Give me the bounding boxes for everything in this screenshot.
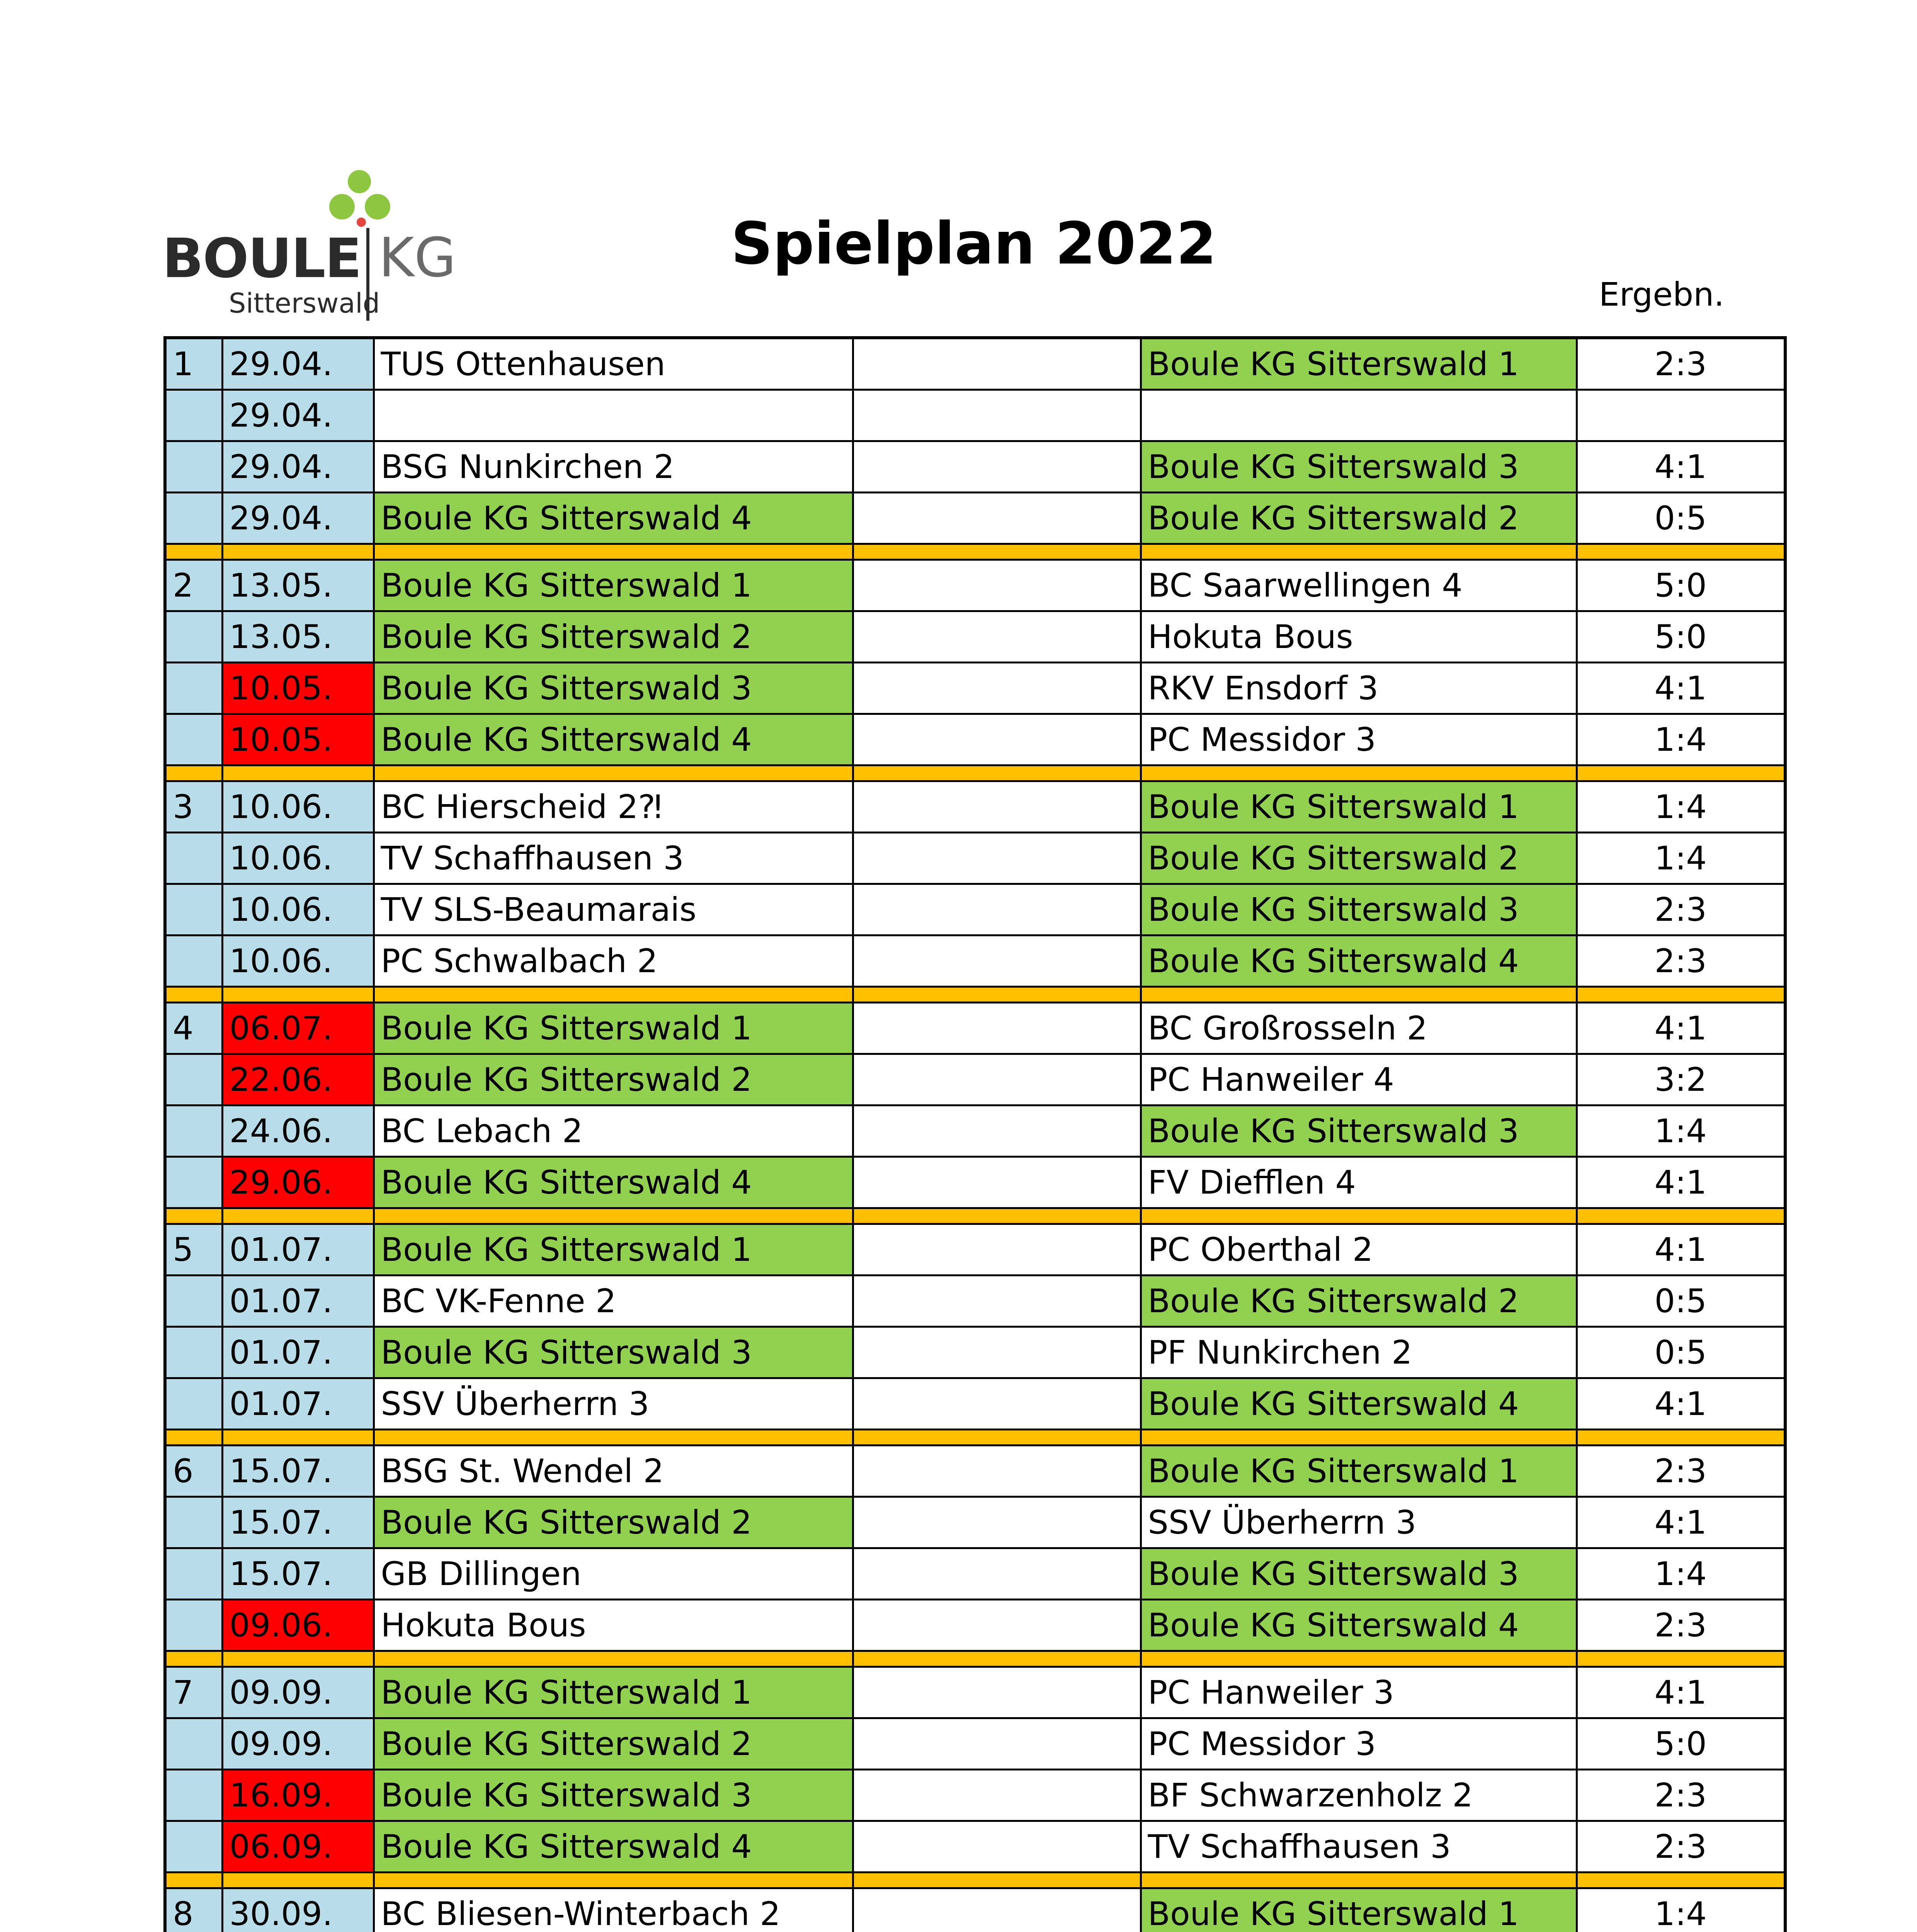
separator-cell [1141,1208,1577,1224]
venue-cell [853,1157,1141,1208]
date-cell: 13.05. [222,611,374,663]
match-row [165,390,1785,441]
separator-cell [374,1872,853,1888]
date-cell: 24.06. [222,1105,374,1157]
result-cell: 2:3 [1577,338,1785,390]
separator-cell [222,544,374,560]
venue-cell [853,1821,1141,1872]
date-cell: 06.07. [222,1003,374,1054]
home-team-cell: PC Schwalbach 2 [374,935,853,987]
home-team-cell: BC Hierscheid 2⁈ [374,781,853,833]
page-title: Spielplan 2022 [731,210,1217,277]
away-team-cell: FV Diefflen 4 [1141,1157,1577,1208]
home-team-cell: Boule KG Sitterswald 4 [374,493,853,544]
match-row [165,1497,1785,1548]
home-team-cell: TV SLS-Beaumarais [374,884,853,935]
result-cell: 4:1 [1577,1497,1785,1548]
separator-cell [222,987,374,1003]
date-cell: 10.06. [222,884,374,935]
round-number-cell [165,1548,222,1600]
round-number-cell [165,1497,222,1548]
separator-cell [853,1430,1141,1446]
result-cell: 1:4 [1577,1105,1785,1157]
match-row [165,1821,1785,1872]
venue-cell [853,1105,1141,1157]
result-cell: 0:5 [1577,1327,1785,1378]
venue-cell [853,884,1141,935]
venue-cell [853,560,1141,611]
away-team-cell: PF Nunkirchen 2 [1141,1327,1577,1378]
result-cell: 5:0 [1577,1718,1785,1770]
separator-cell [1577,765,1785,781]
separator-cell [165,1208,222,1224]
separator-cell [1577,1872,1785,1888]
separator-cell [1141,765,1577,781]
home-team-cell: Boule KG Sitterswald 4 [374,1157,853,1208]
venue-cell [853,338,1141,390]
match-row [165,884,1785,935]
separator-cell [853,544,1141,560]
away-team-cell: Boule KG Sitterswald 2 [1141,493,1577,544]
round-number-cell [165,884,222,935]
match-row [165,560,1785,611]
away-team-cell: PC Messidor 3 [1141,1718,1577,1770]
round-number-cell [165,1157,222,1208]
separator-cell [374,544,853,560]
date-cell: 09.09. [222,1667,374,1718]
round-separator [165,1872,1785,1888]
venue-cell [853,493,1141,544]
date-cell: 09.09. [222,1718,374,1770]
home-team-cell: Boule KG Sitterswald 4 [374,714,853,765]
away-team-cell: Boule KG Sitterswald 1 [1141,781,1577,833]
separator-cell [222,1651,374,1667]
result-cell: 4:1 [1577,663,1785,714]
round-separator [165,1651,1785,1667]
result-cell: 4:1 [1577,1003,1785,1054]
home-team-cell: Boule KG Sitterswald 2 [374,1718,853,1770]
date-cell: 09.06. [222,1600,374,1651]
home-team-cell: GB Dillingen [374,1548,853,1600]
home-team-cell: Boule KG Sitterswald 1 [374,560,853,611]
away-team-cell: PC Hanweiler 3 [1141,1667,1577,1718]
round-number-cell: 6 [165,1446,222,1497]
home-team-cell: TUS Ottenhausen [374,338,853,390]
venue-cell [853,1718,1141,1770]
home-team-cell: SSV Überherrn 3 [374,1378,853,1430]
venue-cell [853,1276,1141,1327]
result-cell: 0:5 [1577,1276,1785,1327]
result-cell: 2:3 [1577,1770,1785,1821]
venue-cell [853,1548,1141,1600]
round-number-cell [165,1276,222,1327]
home-team-cell: Boule KG Sitterswald 1 [374,1003,853,1054]
match-row [165,1718,1785,1770]
date-cell: 30.09. [222,1888,374,1932]
logo-dot-right [365,194,390,219]
result-cell: 4:1 [1577,441,1785,493]
match-row [165,935,1785,987]
away-team-cell: Boule KG Sitterswald 3 [1141,441,1577,493]
venue-cell [853,663,1141,714]
separator-cell [1141,1872,1577,1888]
logo-subtitle: Sitterswald [229,287,380,319]
separator-cell [374,1651,853,1667]
round-number-cell [165,714,222,765]
home-team-cell: Boule KG Sitterswald 3 [374,1327,853,1378]
venue-cell [853,1003,1141,1054]
match-row [165,338,1785,390]
separator-cell [222,765,374,781]
venue-cell [853,1770,1141,1821]
round-number-cell: 4 [165,1003,222,1054]
result-cell: 4:1 [1577,1157,1785,1208]
away-team-cell: Boule KG Sitterswald 2 [1141,1276,1577,1327]
logo-word: BOULE [162,227,361,290]
result-column-header: Ergebn. [1599,276,1725,313]
round-number-cell: 7 [165,1667,222,1718]
result-cell: 1:4 [1577,781,1785,833]
separator-cell [1141,987,1577,1003]
venue-cell [853,1888,1141,1932]
result-cell: 2:3 [1577,1446,1785,1497]
round-number-cell: 2 [165,560,222,611]
separator-cell [374,765,853,781]
away-team-cell: Boule KG Sitterswald 1 [1141,338,1577,390]
home-team-cell: Boule KG Sitterswald 1 [374,1667,853,1718]
separator-cell [165,1651,222,1667]
home-team-cell: BSG Nunkirchen 2 [374,441,853,493]
round-number-cell [165,833,222,884]
venue-cell [853,1224,1141,1276]
round-separator [165,987,1785,1003]
date-cell: 10.06. [222,781,374,833]
result-cell: 3:2 [1577,1054,1785,1105]
separator-cell [165,765,222,781]
match-row [165,1003,1785,1054]
date-cell: 13.05. [222,560,374,611]
home-team-cell: Boule KG Sitterswald 3 [374,1770,853,1821]
match-row [165,1105,1785,1157]
venue-cell [853,781,1141,833]
result-cell: 2:3 [1577,884,1785,935]
away-team-cell: Boule KG Sitterswald 3 [1141,1548,1577,1600]
result-cell: 1:4 [1577,714,1785,765]
date-cell: 16.09. [222,1770,374,1821]
venue-cell [853,1667,1141,1718]
separator-cell [853,987,1141,1003]
round-separator [165,765,1785,781]
separator-cell [165,1872,222,1888]
home-team-cell: Boule KG Sitterswald 1 [374,1224,853,1276]
away-team-cell: Boule KG Sitterswald 1 [1141,1888,1577,1932]
separator-cell [853,1872,1141,1888]
away-team-cell: Hokuta Bous [1141,611,1577,663]
away-team-cell: RKV Ensdorf 3 [1141,663,1577,714]
separator-cell [165,544,222,560]
date-cell: 10.06. [222,833,374,884]
match-row [165,611,1785,663]
separator-cell [165,987,222,1003]
separator-cell [1141,1430,1577,1446]
separator-cell [374,987,853,1003]
home-team-cell: Boule KG Sitterswald 3 [374,663,853,714]
venue-cell [853,1327,1141,1378]
away-team-cell: PC Messidor 3 [1141,714,1577,765]
result-cell [1577,390,1785,441]
date-cell: 29.06. [222,1157,374,1208]
result-cell: 4:1 [1577,1378,1785,1430]
result-cell: 1:4 [1577,833,1785,884]
date-cell: 10.06. [222,935,374,987]
match-row [165,1224,1785,1276]
match-row [165,1667,1785,1718]
away-team-cell: Boule KG Sitterswald 3 [1141,1105,1577,1157]
away-team-cell: PC Hanweiler 4 [1141,1054,1577,1105]
round-separator [165,544,1785,560]
match-row [165,663,1785,714]
away-team-cell: BF Schwarzenholz 2 [1141,1770,1577,1821]
round-number-cell [165,493,222,544]
schedule-body [165,338,1785,1932]
date-cell: 01.07. [222,1378,374,1430]
date-cell: 06.09. [222,1821,374,1872]
date-cell: 29.04. [222,441,374,493]
logo-dot-left [329,194,355,219]
round-number-cell: 1 [165,338,222,390]
match-row [165,1378,1785,1430]
round-number-cell [165,1770,222,1821]
round-number-cell [165,441,222,493]
venue-cell [853,1497,1141,1548]
date-cell: 29.04. [222,390,374,441]
away-team-cell: BC Großrosseln 2 [1141,1003,1577,1054]
home-team-cell: BSG St. Wendel 2 [374,1446,853,1497]
separator-cell [1577,1430,1785,1446]
date-cell: 10.05. [222,663,374,714]
schedule-table [163,336,1787,1932]
round-number-cell [165,1821,222,1872]
logo-suffix: KG [379,226,456,289]
home-team-cell: BC Bliesen-Winterbach 2 [374,1888,853,1932]
date-cell: 01.07. [222,1224,374,1276]
venue-cell [853,1054,1141,1105]
match-row [165,714,1785,765]
round-number-cell: 5 [165,1224,222,1276]
match-row [165,1548,1785,1600]
separator-cell [374,1430,853,1446]
clover-icon [325,170,394,232]
home-team-cell: Boule KG Sitterswald 2 [374,1497,853,1548]
home-team-cell: Boule KG Sitterswald 2 [374,611,853,663]
round-number-cell [165,611,222,663]
venue-cell [853,611,1141,663]
logo-dot-top [348,170,371,193]
round-number-cell [165,1600,222,1651]
home-team-cell: Boule KG Sitterswald 4 [374,1821,853,1872]
away-team-cell: Boule KG Sitterswald 2 [1141,833,1577,884]
separator-cell [222,1208,374,1224]
venue-cell [853,833,1141,884]
home-team-cell: Hokuta Bous [374,1600,853,1651]
round-separator [165,1208,1785,1224]
date-cell: 29.04. [222,338,374,390]
date-cell: 15.07. [222,1446,374,1497]
separator-cell [853,1651,1141,1667]
round-number-cell: 8 [165,1888,222,1932]
away-team-cell: Boule KG Sitterswald 4 [1141,935,1577,987]
separator-cell [165,1430,222,1446]
separator-cell [222,1430,374,1446]
venue-cell [853,714,1141,765]
venue-cell [853,441,1141,493]
date-cell: 29.04. [222,493,374,544]
home-team-cell [374,390,853,441]
date-cell: 01.07. [222,1276,374,1327]
round-number-cell [165,1327,222,1378]
separator-cell [1577,987,1785,1003]
away-team-cell: SSV Überherrn 3 [1141,1497,1577,1548]
round-number-cell [165,1105,222,1157]
logo-dot-accent [357,218,366,227]
venue-cell [853,1600,1141,1651]
match-row [165,833,1785,884]
venue-cell [853,1446,1141,1497]
separator-cell [1577,1651,1785,1667]
round-number-cell [165,663,222,714]
result-cell: 2:3 [1577,1600,1785,1651]
round-number-cell [165,390,222,441]
match-row [165,1446,1785,1497]
date-cell: 01.07. [222,1327,374,1378]
separator-cell [222,1872,374,1888]
away-team-cell: Boule KG Sitterswald 1 [1141,1446,1577,1497]
result-cell: 2:3 [1577,1821,1785,1872]
round-separator [165,1430,1785,1446]
result-cell: 4:1 [1577,1667,1785,1718]
match-row [165,781,1785,833]
separator-cell [1141,1651,1577,1667]
separator-cell [374,1208,853,1224]
round-number-cell [165,1378,222,1430]
away-team-cell: PC Oberthal 2 [1141,1224,1577,1276]
separator-cell [1141,544,1577,560]
away-team-cell: Boule KG Sitterswald 3 [1141,884,1577,935]
round-number-cell [165,1718,222,1770]
result-cell: 0:5 [1577,493,1785,544]
match-row [165,493,1785,544]
club-logo [162,170,464,325]
away-team-cell [1141,390,1577,441]
match-row [165,1888,1785,1932]
away-team-cell: BC Saarwellingen 4 [1141,560,1577,611]
round-number-cell [165,1054,222,1105]
result-cell: 4:1 [1577,1224,1785,1276]
result-cell: 1:4 [1577,1888,1785,1932]
result-cell: 2:3 [1577,935,1785,987]
result-cell: 5:0 [1577,560,1785,611]
match-row [165,1157,1785,1208]
away-team-cell: Boule KG Sitterswald 4 [1141,1378,1577,1430]
separator-cell [853,1208,1141,1224]
venue-cell [853,390,1141,441]
home-team-cell: BC VK-Fenne 2 [374,1276,853,1327]
home-team-cell: BC Lebach 2 [374,1105,853,1157]
match-row [165,1327,1785,1378]
match-row [165,1600,1785,1651]
separator-cell [853,765,1141,781]
match-row [165,1770,1785,1821]
venue-cell [853,1378,1141,1430]
separator-cell [1577,1208,1785,1224]
separator-cell [1577,544,1785,560]
date-cell: 15.07. [222,1497,374,1548]
round-number-cell [165,935,222,987]
away-team-cell: Boule KG Sitterswald 4 [1141,1600,1577,1651]
away-team-cell: TV Schaffhausen 3 [1141,1821,1577,1872]
venue-cell [853,935,1141,987]
match-row [165,441,1785,493]
home-team-cell: TV Schaffhausen 3 [374,833,853,884]
date-cell: 22.06. [222,1054,374,1105]
home-team-cell: Boule KG Sitterswald 2 [374,1054,853,1105]
result-cell: 5:0 [1577,611,1785,663]
date-cell: 15.07. [222,1548,374,1600]
result-cell: 1:4 [1577,1548,1785,1600]
round-number-cell: 3 [165,781,222,833]
date-cell: 10.05. [222,714,374,765]
match-row [165,1276,1785,1327]
match-row [165,1054,1785,1105]
